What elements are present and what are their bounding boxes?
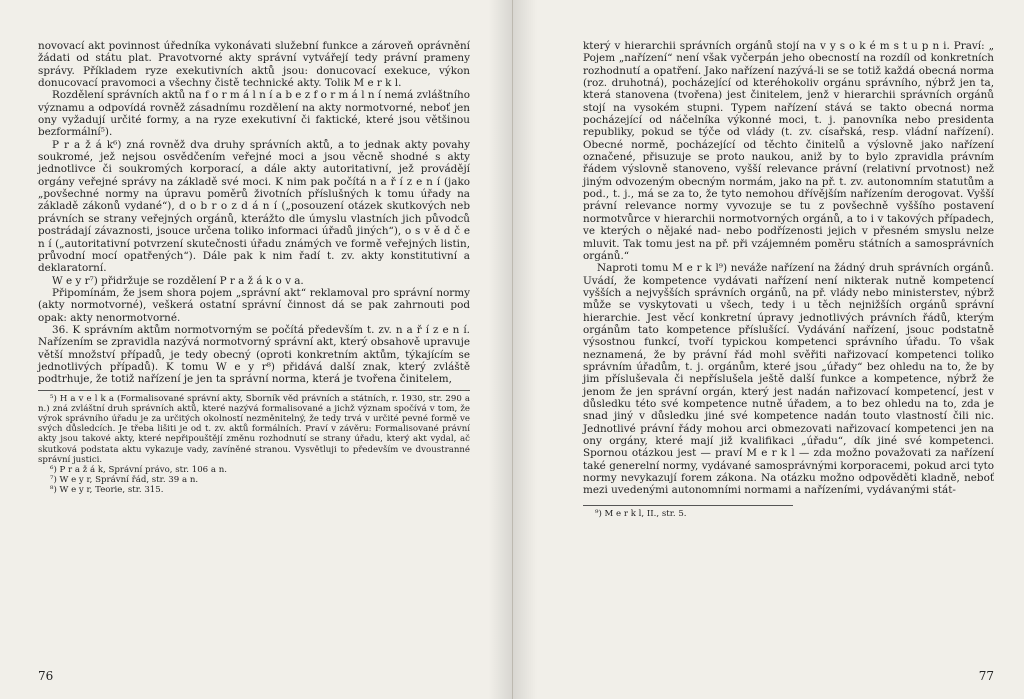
- paragraph: 36. K správním aktům normotvorným se počítá především t. zv. n a ř í z e n í. Nařízením se zpravidla nazývá normotvorný správní akt, který obsahově upravuje větší množství případů, je tedy obecný (oproti konkretním aktům, týkajícím se jednotlivých případů). K tomu W e y r⁸) přidává další znak, který zvláště podtrhuje, že totiž nařízení je jen ta správní norma, která je tvořena činitelem,: [38, 323, 470, 386]
- paragraph: P r a ž á k⁶) zná rovněž dva druhy správních aktů, a to jednak akty povahy soukromé, jež nejsou osvědčením veřejné moci a jsou věcně shodné s akty jednotlivce či soukromých korporací, a dále akty autoritativní, jež provádějí orgány veřejné správy na základě své moci. K nim pak počítá n a ř í z e n í (jako „povšechné normy na úpravu poměrů životních příslušných k tomu úřady na základě zákonů vydané“), d o b r o z d á n í („posouzení otázek skutkových neb právních se strany veřejných orgánů, kterážto dle úmyslu vlastních jich původců postrádají závaznosti, jsouce určena toliko informaci úřadů jiných“), o s v ě d č e n í („autoritativní potvrzení skutečnosti úřadu známých ve formě veřejných listin, průvodní mocí opatřených“). Dále pak k nim řadí t. zv. akty konstitutivní a deklaratorní.: [38, 138, 470, 275]
- paragraph: W e y r⁷) přidržuje se rozdělení P r a ž á k o v a.: [52, 274, 304, 287]
- paragraph: Rozdělení správních aktů na f o r m á l n í a b e z f o r m á l n í nemá zvláštního významu a odpovídá rovněž zásadnímu rozdělení na akty normotvorné, neboť jen ony vyžadují určité formy, a na ryze exekutivní či faktické, které jsou většinou bezformální⁵).: [38, 89, 470, 139]
- footnote: ⁹) M e r k l, II., str. 5.: [595, 508, 687, 519]
- footnote: ⁵) H a v e l k a (Formalisované správní akty, Sborník věd právních a státních, r. 1930, str. 290 a n.) zná zvláštní druh správních aktů, které nazývá formalisované a jichž význam spočívá v tom, že výrok správního úřadu je za určitých okolností nezměnitelný, že tedy trvá v určité pevné formě ve svých důsledcích. Je třeba lišiti je od t. zv. aktů formálních. Praví v závěru: Formalisované právní akty jsou takové akty, které nepřipouštějí změnu rozhodnutí se strany úřadu, který akt vydal, ač skutková podstata aktu vykazuje vady, zavíněné stranou. Vysvětluji to především ve dvoustranné správní justici.: [38, 393, 470, 465]
- paragraph: Připomínám, že jsem shora pojem „správní akt“ reklamoval pro správní normy (akty normotvorné), veškerá ostatní správní činnost dá se pak zahrnouti pod opak: akty nenormotvorné.: [38, 286, 470, 324]
- left-body-text: [38, 40, 470, 386]
- right-footnotes: [583, 505, 793, 519]
- footnote: ⁷) W e y r, Správní řád, str. 39 a n.: [50, 475, 199, 486]
- right-page: [512, 0, 1024, 699]
- page-number-right: 77: [978, 669, 994, 683]
- footnote: ⁶) P r a ž á k, Správní právo, str. 106 a n.: [50, 465, 227, 476]
- paragraph: který v hierarchii správních orgánů stojí na v y s o k é m s t u p n i. Praví: „ Pojem „nařízení“ není však vyčerpán jeho obecností na rozdíl od konkretních rozhodnutí a opatření. Jako nařízení nazývá-li se se totiž každá obecná norma (roz. druhotná), pocházející od kteréhokoliv orgánu správního, nýbrž jen ta, která stanovena (tvořena) jest činitelem, jenž v hierarchii správních orgánů stojí na vysokém stupni. Typem nařízení stává se takto obecná norma pocházející od náčelníka výkonné moci, t. j. panovníka nebo presidenta republiky, pokud se týče od vlády (t. zv. císařská, resp. vládní nařízení). Obecné normě, pocházející od těchto činitelů a výslovně jako nařízení označené, přisuzuje se proto naukou, aniž by to bylo zpravidla právním řádem výslovně stanoveno, vyšší relevance právní (relativní prvotnost) než jiným odvozeným obecným normám, jako na př. t. zv. autonomním statutům a pod., t. j., má se za to, že tyto nemohou dřívějším nařízením derogovat. Vyšší právní relevance normy vyvozuje se tu z povšechně vyššího postavení normotvůrce v hierarchii normotvorných orgánů, a to i v takových případech, ve kterých o nějaké nad- nebo podřízenosti jejich v přesném smyslu nelze mluvit. Tak tomu jest na př. při vzájemném poměru státních a samosprávních orgánů.“: [583, 40, 994, 262]
- page-number-left: 76: [38, 669, 54, 683]
- gutter-shadow: [488, 0, 512, 699]
- paragraph: novovací akt povinnost úředníka vykonávati služební funkce a zároveň oprávnění žádati od státu plat. Pravotvorné akty správní vytvářejí tedy právní prameny správy. Příkladem ryze exekutivních aktů jsou: donucovací exekuce, výkon donucovací pravomoci a všechny čistě technické akty. Tolik M e r k l.: [38, 40, 470, 90]
- gutter-shadow: [513, 0, 537, 699]
- footnote: ⁸) W e y r, Teorie, str. 315.: [50, 485, 164, 496]
- paragraph: Naproti tomu M e r k l⁹) neváže nařízení na žádný druh správních orgánů. Uvádí, že kompetence vydávati nařízení není nikterak nutně kompetencí vyšších a nejvyšších správních orgánů, na př. vlády nebo ministerstev, nýbrž může se vyskytovati u všech, tedy i u těch nejnižších orgánů správní hierarchie. Jest věcí konkretní úpravy jednotlivých právních řádů, kterým orgánům tato kompetence příslušící. Vydávání nařízení, jsouc podstatně výsostnou funkcí, tvoří typickou kompetenci správního úřadu. To však neznamená, že by právní řád mohl svěřiti nařizovací kompetenci toliko správním úřadům, t. j. orgánům, které jsou „úřady“ bez ohledu na to, že by jim přísluševala či nepříslušela ještě další funkce a kompetence, nýbrž že jenom že jen správní orgán, který jest nadán nařizovací kompetencí, jest v důsledku této své kompetence nutně úřadem, a to bez ohledu na to, zda je snad jiný v důsledku jiné své kompetence nadán touto vlastností čili nic. Jednotlivé právní řády mohou arci obmezovati nařizovací kompetenci jen na ony orgány, které mají již kvalifikaci „úřadu“, dík jiné své kompetenci. Spornou otázkou jest — praví M e r k l — zda možno považovati za nařízení také generelní normy, vydávané samosprávnými korporacemi, pokud arci tyto normy nevykazují forem zákona. Na otázku možno odpověděti kladně, neboť mezi uvedenými autonomními normami a nařízeními, vydávanými stát-: [583, 262, 994, 497]
- left-footnotes: [38, 390, 470, 496]
- right-body-text: [583, 40, 994, 497]
